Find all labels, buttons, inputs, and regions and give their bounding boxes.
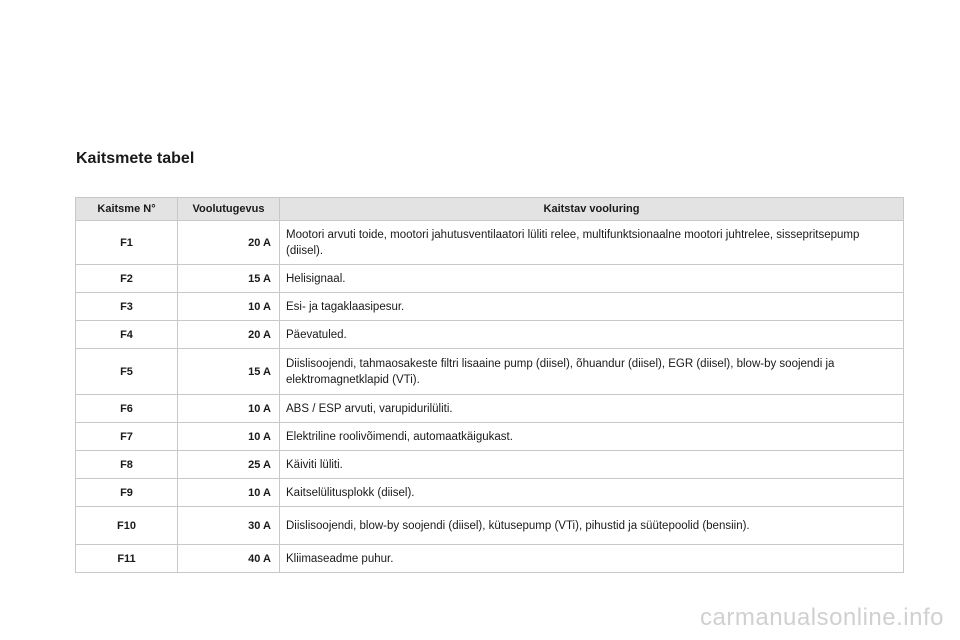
fuse-amperage: 10 A (178, 293, 280, 321)
fuse-description: ABS / ESP arvuti, varupidurilüliti. (280, 395, 904, 423)
watermark: carmanualsonline.info (700, 604, 944, 631)
table-row (76, 321, 904, 349)
fuse-number: F11 (76, 545, 178, 573)
fuse-amperage: 20 A (178, 221, 280, 265)
fuse-description: Diislisoojendi, blow-by soojendi (diisel), kütusepump (VTi), pihustid ja süütepoolid (bensiin). (280, 507, 904, 545)
table-header-row (76, 198, 904, 221)
fuse-number: F10 (76, 507, 178, 545)
table-row (76, 265, 904, 293)
fuse-description: Mootori arvuti toide, mootori jahutusventilaatori lüliti relee, multifunktsionaalne mootori juhtrelee, sissepritsepump (diisel). (280, 221, 904, 265)
fuse-number: F9 (76, 479, 178, 507)
fuse-amperage: 10 A (178, 479, 280, 507)
fuse-number: F8 (76, 451, 178, 479)
fuse-amperage: 10 A (178, 423, 280, 451)
fuse-amperage: 40 A (178, 545, 280, 573)
fuse-number: F6 (76, 395, 178, 423)
page-title: Kaitsmete tabel (76, 150, 195, 167)
fuse-description: Elektriline roolivõimendi, automaatkäigukast. (280, 423, 904, 451)
fuse-description: Käiviti lüliti. (280, 451, 904, 479)
fuse-amperage: 25 A (178, 451, 280, 479)
header-amperage: Voolutugevus (178, 198, 280, 221)
fuse-table (75, 197, 904, 573)
fuse-number: F2 (76, 265, 178, 293)
fuse-amperage: 15 A (178, 349, 280, 395)
fuse-number: F5 (76, 349, 178, 395)
table-row (76, 423, 904, 451)
fuse-number: F3 (76, 293, 178, 321)
fuse-description: Päevatuled. (280, 321, 904, 349)
table-row (76, 479, 904, 507)
table-row (76, 293, 904, 321)
fuse-amperage: 30 A (178, 507, 280, 545)
fuse-description: Diislisoojendi, tahmaosakeste filtri lisaaine pump (diisel), õhuandur (diisel), EGR (diisel), blow-by soojendi ja elektromagnetklapid (VTi). (280, 349, 904, 395)
table-row (76, 349, 904, 395)
fuse-description: Kaitselülitusplokk (diisel). (280, 479, 904, 507)
fuse-amperage: 10 A (178, 395, 280, 423)
fuse-number: F7 (76, 423, 178, 451)
header-protected-circuit: Kaitstav vooluring (280, 198, 904, 221)
table-row (76, 451, 904, 479)
fuse-amperage: 20 A (178, 321, 280, 349)
header-fuse-number: Kaitsme N° (76, 198, 178, 221)
table-row (76, 507, 904, 545)
table-row (76, 395, 904, 423)
table-row (76, 545, 904, 573)
fuse-description: Helisignaal. (280, 265, 904, 293)
fuse-number: F1 (76, 221, 178, 265)
fuse-number: F4 (76, 321, 178, 349)
fuse-description: Esi- ja tagaklaasipesur. (280, 293, 904, 321)
fuse-amperage: 15 A (178, 265, 280, 293)
table-row (76, 221, 904, 265)
fuse-description: Kliimaseadme puhur. (280, 545, 904, 573)
